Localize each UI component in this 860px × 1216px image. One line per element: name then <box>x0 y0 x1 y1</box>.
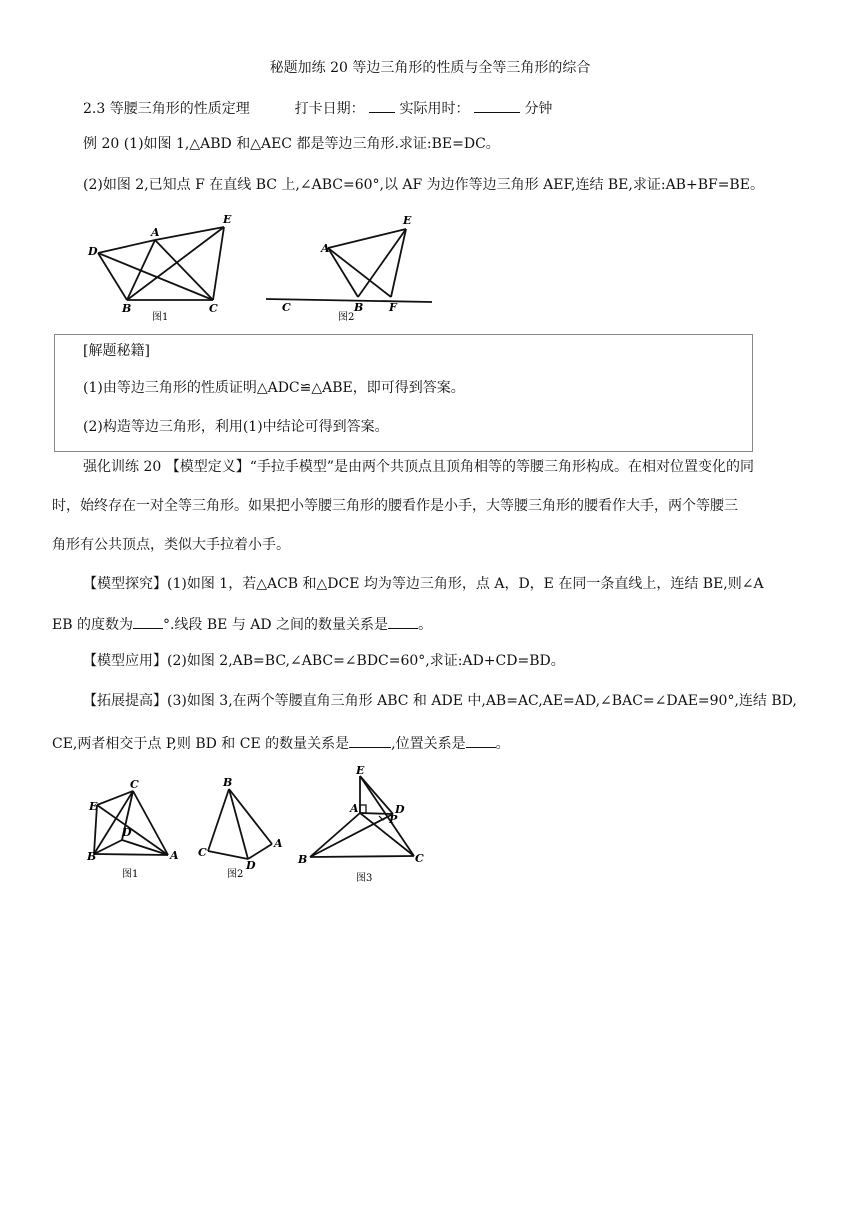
tips-item-2: (2)构造等边三角形，利用(1)中结论可得到答案。 <box>83 419 389 435</box>
time-blank[interactable] <box>474 96 520 113</box>
checkin-blank[interactable] <box>369 96 395 113</box>
figb-label-e: E <box>403 214 412 227</box>
q3-text-mid: ,位置关系是 <box>391 736 466 752</box>
time-label: 实际用时： <box>399 101 470 117</box>
fig1-label-d: D <box>122 826 132 839</box>
figa-label-c: C <box>209 302 218 315</box>
section-label: 2.3 等腰三角形的性质定理 <box>83 101 250 117</box>
figa-label-a: A <box>151 226 160 239</box>
fig3-label-b: B <box>298 853 308 866</box>
fig3-label-e: E <box>356 764 365 777</box>
figb-label-b: B <box>354 301 364 314</box>
figb-label-a: A <box>321 242 330 255</box>
fig3-caption: 图3 <box>356 873 373 884</box>
training-line-3: 角形有公共顶点，类似大手拉着小手。 <box>52 537 290 553</box>
figb-label-f: F <box>389 301 397 314</box>
question-3-line-1: 【拓展提高】(3)如图 3,在两个等腰直角三角形 ABC 和 ADE 中,AB=AC,AE=AD,∠BAC=∠DAE=90°,连结 BD, <box>83 693 797 709</box>
figb-label-c: C <box>282 301 291 314</box>
header-line <box>83 96 552 119</box>
question-1-line-1: 【模型探究】(1)如图 1，若△ACB 和△DCE 均为等边三角形，点 A，D，E 在同一条直线上，连结 BE,则∠A <box>83 576 764 592</box>
fig2-label-d: D <box>246 859 256 872</box>
q1-text-mid: °.线段 BE 与 AD 之间的数量关系是 <box>162 617 389 633</box>
q1-text-pre: EB 的度数为 <box>52 617 133 633</box>
fig1-label-a: A <box>170 849 179 862</box>
q1-text-end: 。 <box>418 617 433 633</box>
q1-relation-blank[interactable] <box>388 612 418 629</box>
fig1-caption: 图1 <box>122 869 139 880</box>
fig3-label-c: C <box>415 852 424 865</box>
q3-position-blank[interactable] <box>466 731 496 748</box>
fig1-label-b: B <box>87 850 97 863</box>
unit-label: 分钟 <box>524 101 553 117</box>
figb-caption: 图2 <box>338 312 355 323</box>
fig2-caption: 图2 <box>227 869 244 880</box>
training-figures <box>80 762 440 892</box>
figa-label-d: D <box>88 245 98 258</box>
q3-text-pre: CE,两者相交于点 P,则 BD 和 CE 的数量关系是 <box>52 736 350 752</box>
page-title: 秘题加练 20 等边三角形的性质与全等三角形的综合 <box>269 60 591 76</box>
tips-heading: [解题秘籍] <box>83 343 150 359</box>
example-line-2: (2)如图 2,已知点 F 在直线 BC 上,∠ABC=60°,以 AF 为边作等边三角形 AEF,连结 BE,求证:AB+BF=BE。 <box>83 177 764 193</box>
example-figures <box>80 210 440 325</box>
question-2-line: 【模型应用】(2)如图 2,AB=BC,∠ABC=∠BDC=60°,求证:AD+CD=BD。 <box>83 653 565 669</box>
figa-caption: 图1 <box>152 312 169 323</box>
question-3-line-2 <box>52 731 510 754</box>
q3-text-end: 。 <box>495 736 510 752</box>
fig1-label-e: E <box>89 800 98 813</box>
fig3-label-p: P <box>389 813 398 826</box>
training-line-2: 时，始终存在一对全等三角形。如果把小等腰三角形的腰看作是小手，大等腰三角形的腰看作大手，两个等腰三 <box>52 498 738 514</box>
question-1-line-2 <box>52 612 432 635</box>
fig3-label-d: D <box>395 803 405 816</box>
fig3-label-a: A <box>350 802 359 815</box>
fig2-label-b: B <box>223 776 233 789</box>
checkin-label: 打卡日期： <box>294 101 365 117</box>
q1-angle-blank[interactable] <box>133 612 163 629</box>
fig2-label-a: A <box>274 837 283 850</box>
training-figures-svg <box>80 762 440 892</box>
figa-label-e: E <box>223 213 232 226</box>
fig1-label-c: C <box>130 778 139 791</box>
fig2-label-c: C <box>198 846 207 859</box>
tips-item-1: (1)由等边三角形的性质证明△ADC≌△ABE，即可得到答案。 <box>83 380 465 396</box>
example-figures-svg <box>80 210 440 325</box>
training-line-1: 强化训练 20 【模型定义】“手拉手模型”是由两个共顶点且顶角相等的等腰三角形构成。在相对位置变化的同 <box>83 459 755 475</box>
example-line-1: 例 20 (1)如图 1,△ABD 和△AEC 都是等边三角形.求证:BE=DC。 <box>83 136 500 152</box>
figa-label-b: B <box>122 302 132 315</box>
q3-quantity-blank[interactable] <box>349 731 391 748</box>
